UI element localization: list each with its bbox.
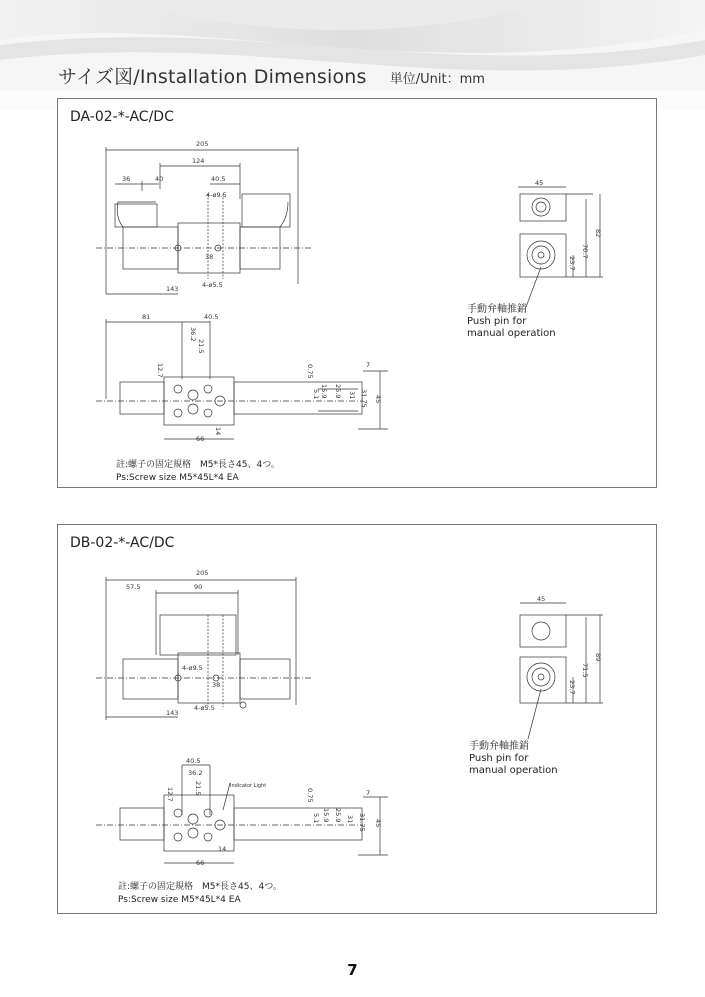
push-pin-en-1: Push pin for — [467, 316, 527, 327]
dim-66: 66 — [196, 859, 205, 867]
screw-note-jp: 註:螺子の固定規格 M5*長さ45、4つ。 — [118, 882, 282, 892]
bottom-view-da — [96, 319, 388, 439]
push-pin-jp: 手動弁軸推銷 — [467, 304, 527, 315]
side-dim-45: 45 — [535, 179, 544, 187]
dim-31: 31 — [346, 815, 354, 824]
push-pin-en-2: manual operation — [467, 328, 556, 339]
dim-25-9: 25.9 — [334, 808, 342, 823]
valve-drawing-da — [58, 99, 658, 489]
dim-14: 14 — [218, 845, 227, 853]
dim-205: 205 — [196, 140, 209, 148]
screw-note — [118, 881, 282, 907]
model-title: DB-02-*-AC/DC — [70, 535, 175, 551]
page-header — [58, 62, 485, 89]
dim-12-7: 12.7 — [156, 363, 164, 378]
dimension-panel-db — [57, 524, 657, 914]
dim-36-2: 36.2 — [189, 327, 197, 342]
push-pin-en-1: Push pin for — [469, 753, 529, 764]
dim-40-5-bottom: 40.5 — [186, 757, 201, 765]
dim-hole-9-5: 4-ø9.5 — [206, 191, 227, 199]
side-dim-82: 82 — [594, 229, 602, 238]
page-number: 7 — [347, 961, 358, 979]
dim-25-9: 25.9 — [334, 384, 342, 399]
dim-7: 7 — [366, 361, 371, 369]
dim-31-75: 31.75 — [358, 813, 366, 832]
dim-21-5: 21.5 — [194, 781, 202, 796]
header-swoosh-background — [0, 0, 705, 110]
push-pin-jp: 手動弁軸推銷 — [469, 741, 529, 752]
dim-124: 124 — [192, 157, 205, 165]
dim-36-2: 36.2 — [188, 769, 203, 777]
dim-143: 143 — [166, 285, 179, 293]
dim-40-5: 40.5 — [211, 175, 226, 183]
screw-note-jp: 註:螺子の固定規格 M5*長さ45、4つ。 — [116, 460, 280, 470]
dim-0-75: 0.75 — [306, 364, 314, 379]
dim-14: 14 — [214, 427, 222, 436]
front-view-da — [96, 147, 313, 294]
side-dim-23-7: 23.7 — [568, 680, 576, 695]
screw-note-en: Ps:Screw size M5*45L*4 EA — [118, 895, 241, 905]
dim-21-5: 21.5 — [197, 339, 205, 354]
side-dim-89: 89 — [594, 653, 602, 662]
screw-note — [116, 459, 280, 485]
push-pin-label — [469, 741, 558, 777]
dim-15-9: 15.9 — [322, 808, 330, 823]
dim-5-1: 5.1 — [312, 389, 320, 400]
indicator-light-label: Indicator Light — [230, 783, 267, 789]
side-dim-71-5: 71.5 — [581, 663, 589, 678]
dim-45: 45 — [374, 819, 382, 828]
dim-81: 81 — [142, 313, 151, 321]
dim-143: 143 — [166, 709, 179, 717]
dim-0-75: 0.75 — [306, 788, 314, 803]
dim-hole-9-5: 4-ø9.5 — [182, 664, 203, 672]
dim-15-9: 15.9 — [320, 384, 328, 399]
dim-38: 38 — [205, 253, 214, 261]
bottom-view-db — [96, 765, 388, 863]
dim-7: 7 — [366, 789, 371, 797]
dim-66: 66 — [196, 435, 205, 443]
dim-hole-5-5: 4-ø5.5 — [202, 281, 223, 289]
dim-38: 38 — [212, 681, 221, 689]
push-pin-en-2: manual operation — [469, 765, 558, 776]
side-dim-23-7: 23.7 — [568, 256, 576, 271]
dim-205: 205 — [196, 569, 209, 577]
side-view-da — [518, 187, 603, 307]
unit-label: 単位/Unit：mm — [389, 72, 485, 87]
screw-note-en: Ps:Screw size M5*45L*4 EA — [116, 473, 239, 483]
dim-36: 36 — [122, 175, 131, 183]
dim-40-5-bottom: 40.5 — [204, 313, 219, 321]
model-title: DA-02-*-AC/DC — [70, 109, 174, 125]
dim-31-75: 31.75 — [360, 389, 368, 408]
dim-5-1: 5.1 — [312, 813, 320, 824]
dim-hole-5-5: 4-ø5.5 — [194, 704, 215, 712]
side-dim-70-7: 70.7 — [581, 244, 589, 259]
side-dim-45: 45 — [537, 595, 546, 603]
page-title: サイズ図/Installation Dimensions — [58, 66, 367, 88]
push-pin-label — [467, 304, 556, 340]
dim-40: 40 — [155, 175, 164, 183]
dim-31: 31 — [348, 391, 356, 400]
dim-12-7: 12.7 — [166, 787, 174, 802]
dim-57-5: 57.5 — [126, 583, 141, 591]
front-view-db — [96, 577, 313, 720]
valve-drawing-db — [58, 525, 658, 915]
dimension-panel-da — [57, 98, 657, 488]
dim-45: 45 — [374, 395, 382, 404]
dim-90: 90 — [194, 583, 203, 591]
side-view-db — [520, 603, 603, 739]
